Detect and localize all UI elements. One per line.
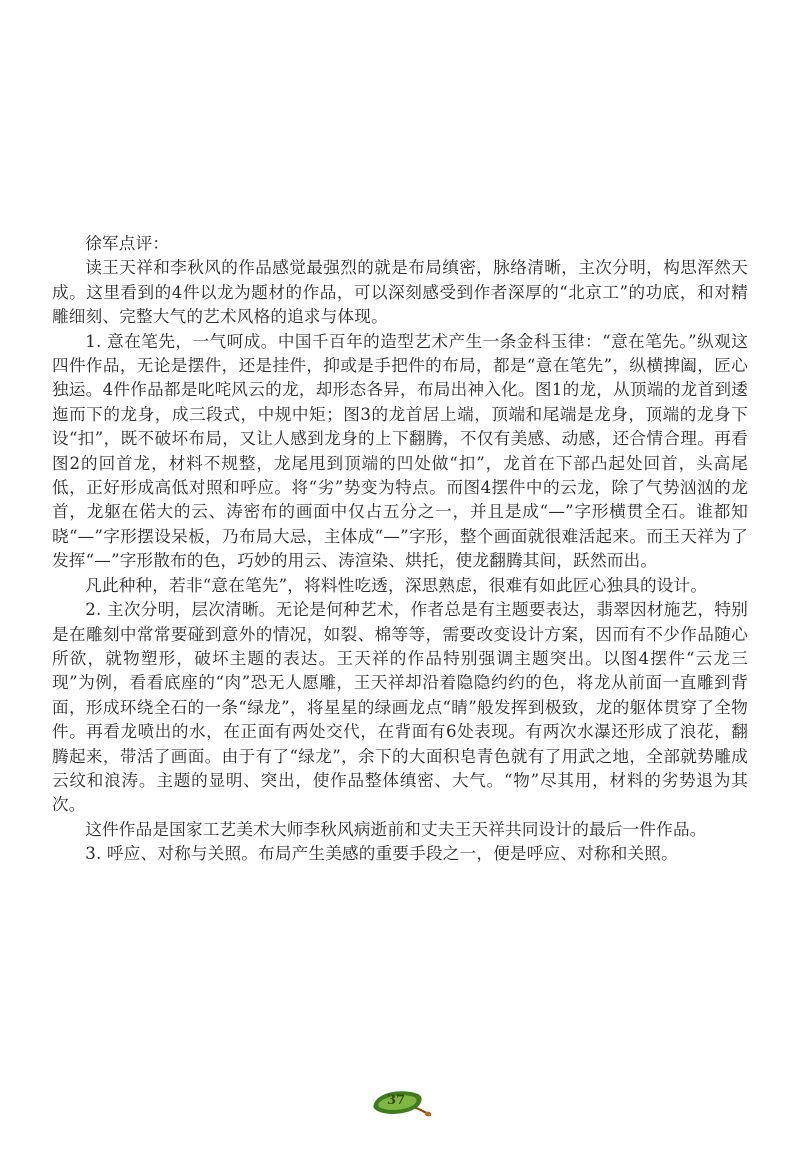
paragraph-point-2: 2. 主次分明，层次清晰。无论是何种艺术，作者总是有主题要表达，翡翠因材施艺，特别是在雕刻中常常要碰到意外的情况，如裂、棉等等，需要改变设计方案，因而有不少作品随心所欲，就物塑形，破坏主题的表达。王天祥的作品特别强调主题突出。以图4摆件“云龙三现”为例，看看底座的“肉”恐无人愿雕，王天祥却沿着隐隐约约的色，将龙从前面一直雕到背面，形成环绕全石的一条“绿龙”，将星星的绿画龙点“睛”般发挥到极致，龙的躯体贯穿了全物件。再看龙喷出的水，在正面有两处交代，在背面有6处表现。有两次水瀑还形成了浪花，翻腾起来，带活了画面。由于有了“绿龙”，余下的大面积皂青色就有了用武之地，全部就势雕成云纹和浪涛。主题的显明、突出，使作品整体缜密、大气。“物”尽其用，材料的劣势退为其次。: [52, 600, 748, 815]
page-number-badge: [372, 1088, 432, 1118]
paragraph-summary-1: 凡此种种，若非“意在笔先”，将料性吃透，深思熟虑，很难有如此匠心独具的设计。: [85, 575, 708, 595]
paragraph-point-1: 1. 意在笔先，一气呵成。中国千百年的造型艺术产生一条金科玉律：“意在笔先。”纵观这四件作品，无论是摆件，还是挂件，抑或是手把件的布局，都是“意在笔先”，纵横捭阖，匠心独运。4件作品都是叱咤风云的龙，却形态各异，布局出神入化。图1的龙，从顶端的龙首到逶迤而下的龙身，成三段式，中规中矩；图3的龙首居上端，顶端和尾端是龙身，顶端的龙身下设“扣”，既不破坏布局，又让人感到龙身的上下翻腾，不仅有美感、动感，还合情合理。再看图2的回首龙，材料不规整，龙尾甩到顶端的凹处做“扣”，龙首在下部凸起处回首，头高尾低，正好形成高低对照和呼应。将“劣”势变为特点。而图4摆件中的云龙，除了气势汹汹的龙首，龙躯在偌大的云、涛密布的画面中仅占五分之一，并且是成“—”字形横贯全石。谁都知晓“—”字形摆设呆板，乃布局大忌，主体成“—”字形，整个画面就很难活起来。而王天祥为了发挥“—”字形散布的色，巧妙的用云、涛渲染、烘托，使龙翻腾其间，跃然而出。: [52, 331, 748, 571]
paragraph-intro: 读王天祥和李秋风的作品感觉最强烈的就是布局缜密，脉络清晰，主次分明，构思浑然天成。这里看到的4件以龙为题材的作品，可以深刻感受到作者深厚的“北京工”的功底，和对精雕细刻、完整大气的艺术风格的追求与体现。: [52, 258, 748, 327]
page-number: 37: [386, 1093, 406, 1108]
article-body: [52, 232, 748, 867]
paragraph-point-3: 3. 呼应、对称与关照。布局产生美感的重要手段之一，便是呼应、对称和关照。: [85, 844, 678, 864]
paragraph-note: 这件作品是国家工艺美术大师李秋风病逝前和丈夫王天祥共同设计的最后一件作品。: [85, 819, 707, 839]
commentary-heading: 徐军点评：: [85, 234, 170, 253]
